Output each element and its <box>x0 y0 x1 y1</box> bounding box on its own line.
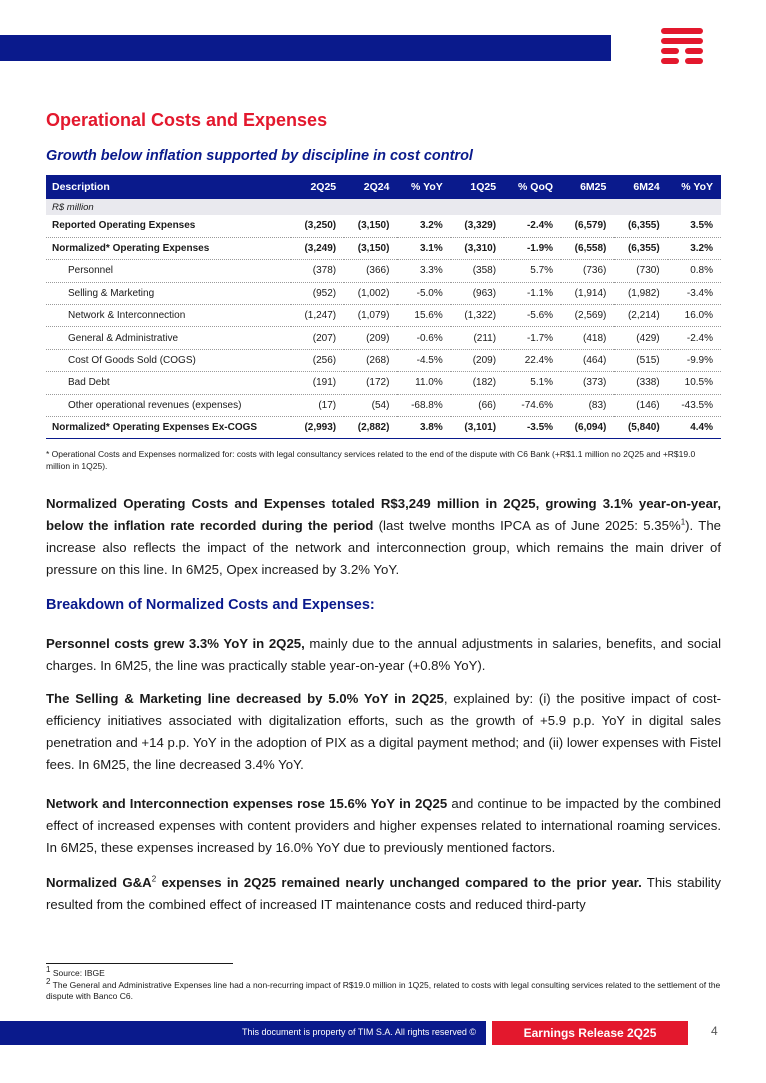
table-cell: -3.5% <box>504 417 561 439</box>
table-cell: -0.6% <box>397 327 450 349</box>
table-cell: (464) <box>561 349 614 371</box>
table-cell: (3,310) <box>451 237 504 259</box>
table-cell: (1,079) <box>344 305 397 327</box>
table-cell: (1,247) <box>291 305 344 327</box>
table-cell: (366) <box>344 260 397 282</box>
footnote-divider <box>46 963 233 964</box>
row-label: Normalized* Operating Expenses Ex-COGS <box>46 417 291 439</box>
footer-bar <box>0 1021 486 1045</box>
column-header: 6M25 <box>561 175 614 199</box>
header-bar <box>0 35 611 61</box>
table-cell: -1.1% <box>504 282 561 304</box>
costs-table <box>46 175 721 439</box>
footnote-2 <box>46 976 721 1003</box>
table-row <box>46 305 721 327</box>
table-cell: -5.6% <box>504 305 561 327</box>
table-cell: (1,982) <box>614 282 667 304</box>
table-cell: (2,569) <box>561 305 614 327</box>
table-cell: (66) <box>451 394 504 416</box>
table-cell: 3.2% <box>668 237 721 259</box>
table-cell: -68.8% <box>397 394 450 416</box>
table-cell: (3,329) <box>451 215 504 237</box>
paragraph-gna <box>46 872 721 916</box>
column-header: % QoQ <box>504 175 561 199</box>
row-label: Network & Interconnection <box>46 305 291 327</box>
table-row <box>46 215 721 237</box>
table-cell: (2,993) <box>291 417 344 439</box>
footnote-text: Source: IBGE <box>50 968 105 978</box>
table-cell: (268) <box>344 349 397 371</box>
paragraph-selling-marketing <box>46 688 721 776</box>
row-label: Other operational revenues (expenses) <box>46 394 291 416</box>
table-cell: 0.8% <box>668 260 721 282</box>
row-label: Normalized* Operating Expenses <box>46 237 291 259</box>
table-cell: -9.9% <box>668 349 721 371</box>
table-cell: -4.5% <box>397 349 450 371</box>
table-row <box>46 282 721 304</box>
unit-label: R$ million <box>46 199 721 215</box>
table-cell: -3.4% <box>668 282 721 304</box>
table-cell: (6,094) <box>561 417 614 439</box>
paragraph-bold: Normalized Operating Costs and Expenses totaled R$3,249 million in 2Q25, growing 3.1% year-on-year, below the inflation rate recorded during the period <box>46 496 721 533</box>
paragraph-network <box>46 793 721 859</box>
footnote-number: 2 <box>46 976 51 986</box>
table-cell: (6,355) <box>614 237 667 259</box>
table-cell: 10.5% <box>668 372 721 394</box>
table-row <box>46 417 721 439</box>
table-cell: (182) <box>451 372 504 394</box>
column-header: % YoY <box>668 175 721 199</box>
paragraph-bold: Normalized G&A <box>46 875 152 890</box>
table-cell: (3,150) <box>344 237 397 259</box>
paragraph-text: ). The increase also reflects the impact of the network and interconnection group, which remains the main driver of pressure on this line. In 6M25, Opex increased by 3.2% YoY. <box>46 518 721 577</box>
table-cell: (146) <box>614 394 667 416</box>
table-cell: (730) <box>614 260 667 282</box>
table-cell: (952) <box>291 282 344 304</box>
paragraph-personnel <box>46 633 721 677</box>
table-cell: (211) <box>451 327 504 349</box>
table-cell: 3.3% <box>397 260 450 282</box>
table-cell: (207) <box>291 327 344 349</box>
table-cell: -43.5% <box>668 394 721 416</box>
table-cell: 3.5% <box>668 215 721 237</box>
table-cell: (54) <box>344 394 397 416</box>
table-cell: (17) <box>291 394 344 416</box>
table-row <box>46 349 721 371</box>
table-cell: 22.4% <box>504 349 561 371</box>
table-cell: (963) <box>451 282 504 304</box>
table-cell: (6,579) <box>561 215 614 237</box>
table-cell: (338) <box>614 372 667 394</box>
table-row <box>46 394 721 416</box>
paragraph-opex-summary <box>46 493 721 581</box>
table-header-row <box>46 175 721 199</box>
table-cell: (1,322) <box>451 305 504 327</box>
table-cell: (418) <box>561 327 614 349</box>
column-header: 2Q25 <box>291 175 344 199</box>
page-subtitle: Growth below inflation supported by discipline in cost control <box>46 148 473 164</box>
paragraph-text: (last twelve months IPCA as of June 2025: 5.35% <box>373 518 681 533</box>
table-cell: 11.0% <box>397 372 450 394</box>
table-cell: (3,249) <box>291 237 344 259</box>
section-heading: Breakdown of Normalized Costs and Expenses: <box>46 597 375 613</box>
table-cell: (1,002) <box>344 282 397 304</box>
table-cell: (209) <box>344 327 397 349</box>
table-cell: 3.8% <box>397 417 450 439</box>
table-cell: (3,250) <box>291 215 344 237</box>
column-header: 1Q25 <box>451 175 504 199</box>
table-cell: (191) <box>291 372 344 394</box>
table-cell: -1.9% <box>504 237 561 259</box>
table-cell: 15.6% <box>397 305 450 327</box>
page-title: Operational Costs and Expenses <box>46 110 328 130</box>
table-cell: (2,214) <box>614 305 667 327</box>
table-cell: (2,882) <box>344 417 397 439</box>
table-cell: (83) <box>561 394 614 416</box>
table-cell: (373) <box>561 372 614 394</box>
table-cell: (1,914) <box>561 282 614 304</box>
table-cell: 4.4% <box>668 417 721 439</box>
table-body <box>46 199 721 439</box>
table-cell: (6,558) <box>561 237 614 259</box>
row-label: Bad Debt <box>46 372 291 394</box>
row-label: Personnel <box>46 260 291 282</box>
table-cell: -2.4% <box>504 215 561 237</box>
page-number: 4 <box>711 1024 718 1038</box>
table-footnote: * Operational Costs and Expenses normalized for: costs with legal consultancy services related to the end of the dispute with C6 Bank (+R$1.1 million no 2Q25 and +R$19.0 million in 1Q25). <box>46 449 696 471</box>
paragraph-bold: Network and Interconnection expenses rose 15.6% YoY in 2Q25 <box>46 796 448 811</box>
unit-row <box>46 199 721 215</box>
footnote-ref: 2 <box>151 874 157 884</box>
table-cell: (3,101) <box>451 417 504 439</box>
tim-logo-icon <box>661 28 703 64</box>
column-header: Description <box>46 175 291 199</box>
table-cell: (515) <box>614 349 667 371</box>
table-row <box>46 260 721 282</box>
table-cell: -74.6% <box>504 394 561 416</box>
paragraph-bold: Personnel costs grew 3.3% YoY in 2Q25, <box>46 636 305 651</box>
table-cell: (3,150) <box>344 215 397 237</box>
paragraph-bold: The Selling & Marketing line decreased by 5.0% YoY in 2Q25 <box>46 691 444 706</box>
column-header: % YoY <box>397 175 450 199</box>
row-label: Cost Of Goods Sold (COGS) <box>46 349 291 371</box>
table-cell: 5.1% <box>504 372 561 394</box>
table-cell: -1.7% <box>504 327 561 349</box>
table-cell: 3.2% <box>397 215 450 237</box>
table-cell: 16.0% <box>668 305 721 327</box>
table-cell: (358) <box>451 260 504 282</box>
earnings-release-badge: Earnings Release 2Q25 <box>492 1021 688 1045</box>
table-cell: 5.7% <box>504 260 561 282</box>
column-header: 6M24 <box>614 175 667 199</box>
table-cell: 3.1% <box>397 237 450 259</box>
table-row <box>46 237 721 259</box>
paragraph-text: and continue to be impacted by the combined effect of increased expenses with content providers and higher expenses related to international roaming services. In 6M25, these expenses increased by 16.0% YoY due to previously mentioned factors. <box>46 796 721 855</box>
paragraph-text: mainly due to the annual adjustments in salaries, benefits, and social charges. In 6M25, the line was practically stable year-on-year (+0.8% YoY). <box>46 636 721 673</box>
footnote-1 <box>46 965 721 980</box>
table-cell: (209) <box>451 349 504 371</box>
table-cell: (256) <box>291 349 344 371</box>
footnote-number: 1 <box>46 965 51 975</box>
table-cell: (736) <box>561 260 614 282</box>
row-label: Selling & Marketing <box>46 282 291 304</box>
column-header: 2Q24 <box>344 175 397 199</box>
paragraph-text: This stability resulted from the combined effect of increased IT maintenance costs and reduced third-party <box>46 875 721 912</box>
table-row <box>46 327 721 349</box>
table-cell: (378) <box>291 260 344 282</box>
table-row <box>46 372 721 394</box>
table-cell: (5,840) <box>614 417 667 439</box>
copyright-text: This document is property of TIM S.A. All rights reserved © <box>241 1027 476 1037</box>
table-cell: -5.0% <box>397 282 450 304</box>
footnote-ref: 1 <box>680 517 686 527</box>
paragraph-text: , explained by: (i) the positive impact of cost-efficiency initiatives associated with digitalization efforts, such as the growth of +5.9 p.p. YoY in digital sales penetration and +14 p.p. YoY in the adoption of PIX as a digital payment method; and (ii) lower expenses with Fistel fees. In 6M25, the line decreased 3.4% YoY. <box>46 691 722 772</box>
footnote-text: The General and Administrative Expenses line had a non-recurring impact of R$19.0 million in 1Q25, related to costs with legal consulting services related to the settlement of the dispute with Banco C6. <box>46 979 721 1001</box>
footnotes <box>46 965 721 1003</box>
row-label: General & Administrative <box>46 327 291 349</box>
table-cell: (6,355) <box>614 215 667 237</box>
table-cell: (172) <box>344 372 397 394</box>
table-cell: -2.4% <box>668 327 721 349</box>
paragraph-bold: expenses in 2Q25 remained nearly unchanged compared to the prior year. <box>156 875 642 890</box>
table-cell: (429) <box>614 327 667 349</box>
row-label: Reported Operating Expenses <box>46 215 291 237</box>
